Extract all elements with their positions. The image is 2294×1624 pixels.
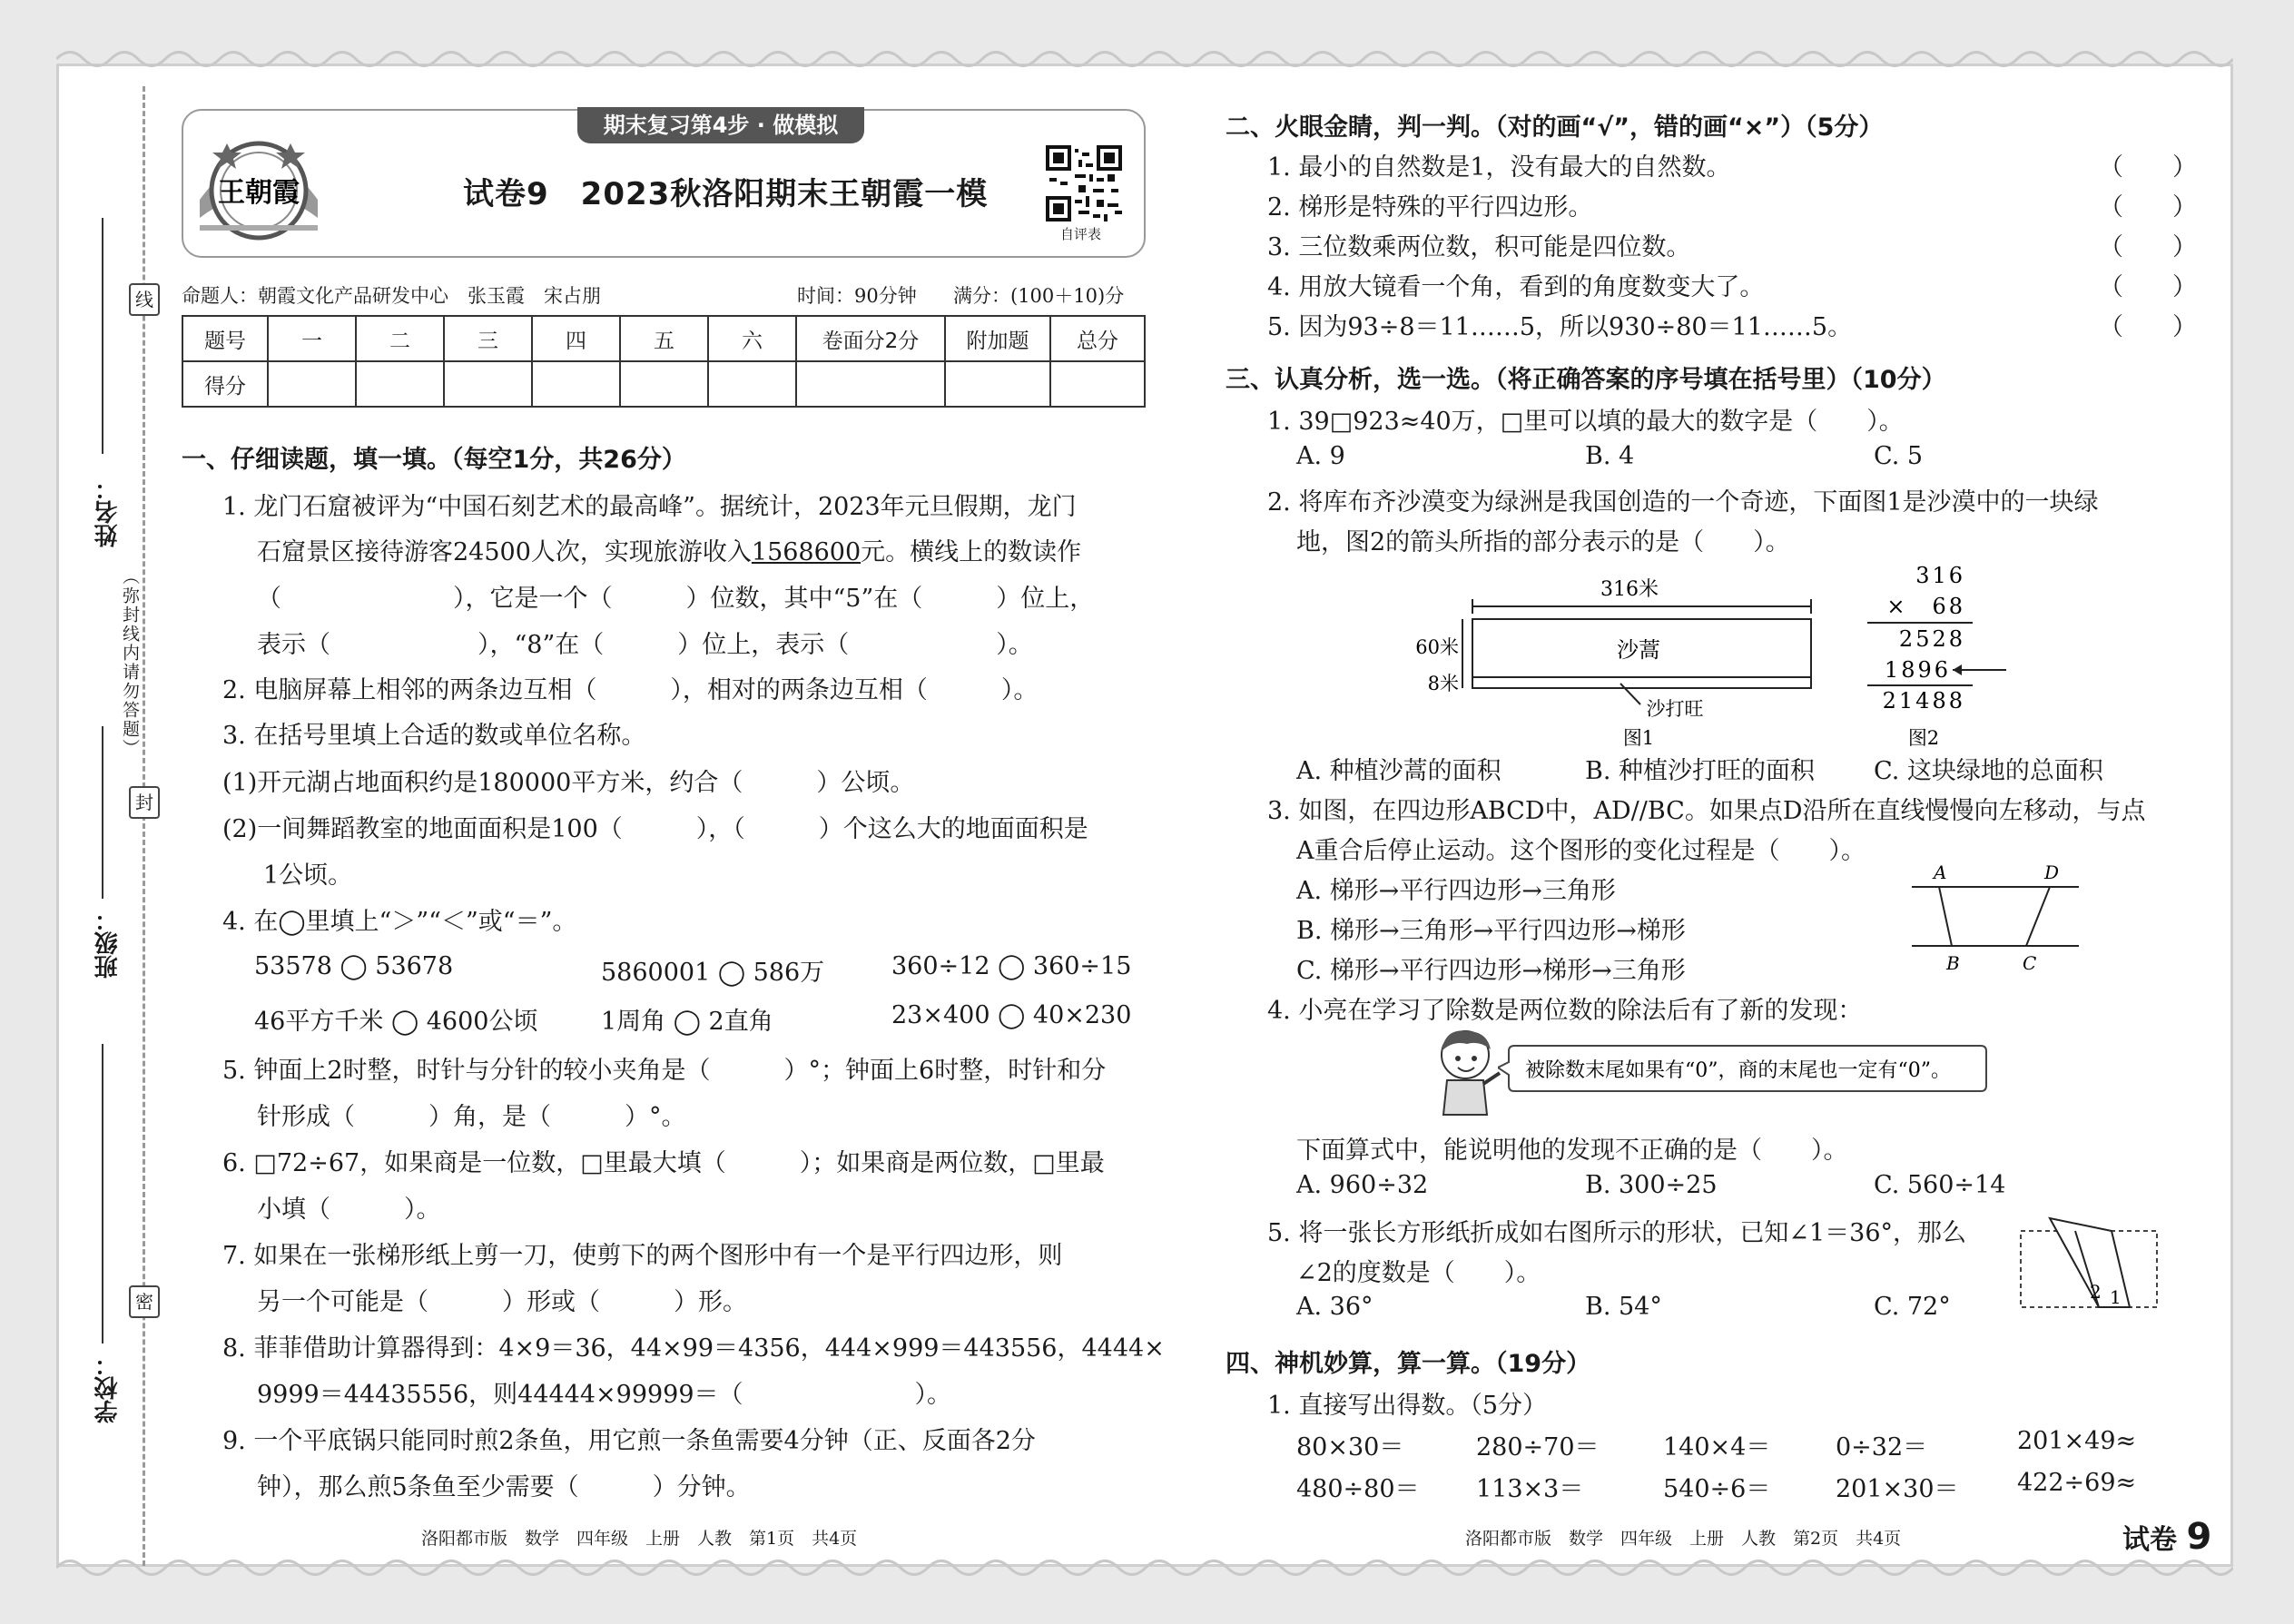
score-header-row <box>182 316 1145 361</box>
section-2-title: 二、火眼金睛，判一判。（对的画“√”，错的画“×”）（5分） <box>1226 113 1884 142</box>
score-col: 二 <box>356 316 444 361</box>
calc-2-5: 422÷69≈ <box>2017 1469 2137 1497</box>
calc-2-1: 480÷80＝ <box>1296 1475 1420 1503</box>
full-score-line: 满分：(100＋10)分 <box>953 285 1125 307</box>
q3-2: (2)一间舞蹈教室的地面面积是100（ ），（ ）个这么大的地面面积是 <box>222 815 1088 843</box>
choice-q4: 4. 小亮在学习了除数是两位数的除法后有了新的发现： <box>1267 997 1863 1025</box>
footer-left: 洛阳都市版 数学 四年级 上册 人教 第1页 共4页 <box>421 1529 858 1549</box>
score-col: 一 <box>268 316 356 361</box>
q6-line1: 6. □72÷67，如果商是一位数，□里最大填（ ）；如果商是两位数，□里最 <box>222 1149 1105 1177</box>
q1-line4: 表示（ ），“8”在（ ）位上，表示（ ）。 <box>257 631 1033 659</box>
time-line: 时间：90分钟 <box>797 285 917 307</box>
q9-line2: 钟），那么煎5条鱼至少需要（ ）分钟。 <box>257 1473 751 1501</box>
calc-title: 1. 直接写出得数。（5分） <box>1267 1392 1548 1420</box>
footer-right: 洛阳都市版 数学 四年级 上册 人教 第2页 共4页 <box>1465 1529 1902 1549</box>
name-underline <box>102 218 103 454</box>
fig2-line-5: 21488 <box>1882 688 1965 714</box>
score-col: 三 <box>444 316 532 361</box>
logo-text: 王朝霞 <box>218 177 300 209</box>
q2: 2. 电脑屏幕上相邻的两条边互相（ ），相对的两条边互相（ ）。 <box>222 676 1039 704</box>
choice-q3-line1: 3. 如图，在四边形ABCD中，AD//BC。如果点D沿所在直线慢慢向左移动，与点 <box>1267 797 2146 825</box>
q3: 3. 在括号里填上合适的数或单位名称。 <box>222 722 646 750</box>
compare-6: 23×400 ◯ 40×230 <box>891 1001 1132 1029</box>
score-cell[interactable] <box>532 361 620 407</box>
calc-1-1: 80×30＝ <box>1296 1433 1404 1462</box>
section-4-title: 四、神机妙算，算一算。（19分） <box>1226 1350 1591 1378</box>
fig1-caption: 图1 <box>1622 727 1655 749</box>
q1-text-end: 元。横线上的数读作 <box>861 538 1082 566</box>
wavy-border-top <box>56 45 2233 73</box>
calc-1-5: 201×49≈ <box>2017 1427 2137 1455</box>
q9-line1: 9. 一个平底锅只能同时煎2条鱼，用它煎一条鱼需要4分钟（正、反面各2分 <box>222 1427 1036 1455</box>
choice-q2-line2: 地，图2的箭头所指的部分表示的是（ ）。 <box>1296 528 1790 556</box>
compare-4: 46平方千米 ◯ 4600公顷 <box>254 1008 538 1036</box>
score-cell[interactable] <box>444 361 532 407</box>
binding-note: （弥封线内请勿答题） <box>120 567 140 758</box>
score-table <box>182 315 1146 408</box>
score-row-label: 得分 <box>182 361 268 407</box>
q6-line2: 小填（ ）。 <box>257 1196 441 1224</box>
q1-line1: 1. 龙门石窟被评为“中国石刻艺术的最高峰”。据统计，2023年元旦假期，龙门 <box>222 493 1077 521</box>
boy-illustration-icon <box>1427 1024 1509 1120</box>
binding-char-secret: 密 <box>129 1285 160 1318</box>
section-1-title: 一、仔细读题，填一填。（每空1分，共26分） <box>182 446 686 474</box>
q1-underlined-number: 1568600 <box>751 538 861 566</box>
score-cell[interactable] <box>945 361 1050 407</box>
q7-line1: 7. 如果在一张梯形纸上剪一刀，使剪下的两个图形中有一个是平行四边形，则 <box>222 1242 1063 1270</box>
score-cell[interactable] <box>708 361 796 407</box>
score-cell[interactable] <box>620 361 708 407</box>
calc-1-2: 280÷70＝ <box>1476 1433 1600 1462</box>
binding-char-line: 线 <box>129 283 160 316</box>
choice-q4-opt-a: A. 960÷32 <box>1296 1171 1429 1199</box>
judge-1: 1. 最小的自然数是1，没有最大的自然数。 <box>1267 153 1731 182</box>
judge-5: 5. 因为93÷8＝11……5，所以930÷80＝11……5。 <box>1267 313 1853 341</box>
wavy-border-bottom <box>56 1554 2233 1581</box>
q1-line3: （ ），它是一个（ ）位数，其中“5”在（ ）位上， <box>257 585 1095 613</box>
score-col-label: 题号 <box>182 316 268 361</box>
choice-q5-line1: 5. 将一张长方形纸折成如右图所示的形状，已知∠1＝36°，那么 <box>1267 1219 1966 1247</box>
compare-3: 360÷12 ◯ 360÷15 <box>891 952 1132 980</box>
fig2-line-4: 1896 <box>1884 657 1951 683</box>
judge-answer-1[interactable]: （ ） <box>2099 153 2197 182</box>
choice-q4-line2: 下面算式中，能说明他的发现不正确的是（ ）。 <box>1296 1137 1848 1165</box>
q1-line2 <box>257 532 1081 567</box>
q3-1: (1)开元湖占地面积约是180000平方米，约合（ ）公顷。 <box>222 769 915 797</box>
calc-2-3: 540÷6＝ <box>1663 1475 1771 1503</box>
trap-label-a: A <box>1934 862 1947 883</box>
judge-answer-3[interactable]: （ ） <box>2099 233 2197 261</box>
judge-answer-4[interactable]: （ ） <box>2099 273 2197 301</box>
folded-paper-figure <box>2017 1213 2162 1313</box>
choice-q5-opt-c: C. 72° <box>1874 1293 1951 1321</box>
choice-q1-opt-b: B. 4 <box>1585 442 1635 470</box>
choice-q2-opt-a: A. 种植沙蒿的面积 <box>1296 757 1501 785</box>
class-label: 班级： <box>94 908 122 979</box>
fig2-caption: 图2 <box>1907 727 1940 749</box>
fold-angle-2: 2 <box>2090 1281 2102 1303</box>
fig1-region-label: 沙蒿 <box>1617 637 1660 663</box>
judge-answer-2[interactable]: （ ） <box>2099 193 2197 221</box>
judge-answer-5[interactable]: （ ） <box>2099 313 2197 341</box>
fig1-width-label: 316米 <box>1600 578 1659 601</box>
binding-char-seal: 封 <box>129 786 160 819</box>
figure-2-multiplication <box>1856 556 2020 752</box>
step-tab: 期末复习第4步 · 做模拟 <box>577 107 864 143</box>
choice-q3-opt-b: B. 梯形→三角形→平行四边形→梯形 <box>1296 917 1686 945</box>
score-cell[interactable] <box>268 361 356 407</box>
figure-1-field <box>1403 559 1829 750</box>
author-line: 命题人：朝霞文化产品研发中心 张玉霞 宋占朋 <box>182 285 601 307</box>
choice-q5-line2: ∠2的度数是（ ）。 <box>1296 1259 1541 1287</box>
choice-q2-opt-c: C. 这块绿地的总面积 <box>1874 757 2103 785</box>
q5-line1: 5. 钟面上2时整，时针与分针的较小夹角是（ ）°；钟面上6时整，时针和分 <box>222 1057 1107 1085</box>
choice-q2-opt-b: B. 种植沙打旺的面积 <box>1585 757 1816 785</box>
q8-line1: 8. 菲菲借助计算器得到：4×9＝36，44×99＝4356，444×999＝443556，4444× <box>222 1334 1165 1363</box>
choice-q1: 1. 39□923≈40万，□里可以填的最大的数字是（ ）。 <box>1267 408 1904 436</box>
choice-q5-opt-a: A. 36° <box>1296 1293 1373 1321</box>
calc-2-2: 113×3＝ <box>1476 1475 1584 1503</box>
judge-4: 4. 用放大镜看一个角，看到的角度数变大了。 <box>1267 273 1765 301</box>
score-cell[interactable] <box>356 361 444 407</box>
choice-q3-line2: A重合后停止运动。这个图形的变化过程是（ ）。 <box>1296 837 1866 865</box>
q4: 4. 在◯里填上“＞”“＜”或“＝”。 <box>222 908 577 936</box>
q5-line2: 针形成（ ）角，是（ ）°。 <box>257 1103 686 1131</box>
score-col: 六 <box>708 316 796 361</box>
choice-q3-opt-c: C. 梯形→平行四边形→梯形→三角形 <box>1296 957 1686 985</box>
score-cell[interactable] <box>796 361 945 407</box>
q7-line2: 另一个可能是（ ）形或（ ）形。 <box>257 1288 747 1316</box>
qr-code-icon <box>1046 145 1122 221</box>
score-col: 总分 <box>1050 316 1145 361</box>
fig2-line-2: × 68 <box>1886 594 1965 619</box>
publisher-logo <box>191 118 327 245</box>
score-col: 四 <box>532 316 620 361</box>
class-underline <box>102 726 103 899</box>
choice-q3-opt-a: A. 梯形→平行四边形→三角形 <box>1296 877 1616 905</box>
judge-3: 3. 三位数乘两位数，积可能是四位数。 <box>1267 233 1691 261</box>
trap-label-b: B <box>1946 952 1960 974</box>
speech-bubble <box>1498 1042 1988 1095</box>
fig2-line-1: 316 <box>1915 563 1965 588</box>
score-col: 卷面分2分 <box>796 316 945 361</box>
school-underline <box>102 1044 103 1343</box>
choice-q4-opt-b: B. 300÷25 <box>1585 1171 1718 1199</box>
qr-caption: 自评表 <box>1060 226 1102 242</box>
paper-number-value: 9 <box>2186 1516 2212 1558</box>
score-col: 附加题 <box>945 316 1050 361</box>
q3-2-end: 1公顷。 <box>263 861 353 890</box>
fig1-strip-name: 沙打旺 <box>1646 698 1704 720</box>
trapezoid-figure <box>1906 862 2088 976</box>
score-cell[interactable] <box>1050 361 1145 407</box>
trap-label-c: C <box>2023 952 2037 974</box>
score-value-row <box>182 361 1145 407</box>
judge-2: 2. 梯形是特殊的平行四边形。 <box>1267 193 1593 221</box>
exam-title: 试卷9 2023秋洛阳期末王朝霞一模 <box>463 176 989 212</box>
compare-5: 1周角 ◯ 2直角 <box>601 1008 773 1036</box>
q8-line2: 9999＝44435556，则44444×99999＝（ ）。 <box>257 1381 952 1409</box>
paper-number-label: 试卷 <box>2122 1524 2177 1556</box>
q1-text: 石窟景区接待游客24500人次，实现旅游收入 <box>257 538 752 566</box>
choice-q1-opt-c: C. 5 <box>1874 442 1924 470</box>
choice-q4-opt-c: C. 560÷14 <box>1874 1171 2006 1199</box>
score-col: 五 <box>620 316 708 361</box>
bubble-text: 被除数末尾如果有“0”，商的末尾也一定有“0”。 <box>1525 1059 1951 1082</box>
choice-q5-opt-b: B. 54° <box>1585 1293 1662 1321</box>
calc-1-4: 0÷32＝ <box>1836 1433 1928 1462</box>
trap-label-d: D <box>2044 862 2060 883</box>
fold-angle-1: 1 <box>2110 1286 2122 1308</box>
choice-q1-opt-a: A. 9 <box>1296 442 1345 470</box>
fig1-height-label: 60米 <box>1415 636 1459 658</box>
school-label: 学校： <box>94 1353 122 1423</box>
fig1-strip-label: 8米 <box>1427 673 1459 694</box>
fig2-line-3: 2528 <box>1898 626 1965 652</box>
compare-2: 5860001 ◯ 586万 <box>601 959 825 987</box>
compare-1: 53578 ◯ 53678 <box>254 952 454 980</box>
choice-q2-line1: 2. 将库布齐沙漠变为绿洲是我国创造的一个奇迹，下面图1是沙漠中的一块绿 <box>1267 488 2099 517</box>
paper-number <box>2122 1516 2211 1558</box>
section-3-title: 三、认真分析，选一选。（将正确答案的序号填在括号里）（10分） <box>1226 366 1946 394</box>
calc-1-3: 140×4＝ <box>1663 1433 1771 1462</box>
name-label: 姓名： <box>94 477 122 547</box>
calc-2-4: 201×30＝ <box>1836 1475 1959 1503</box>
